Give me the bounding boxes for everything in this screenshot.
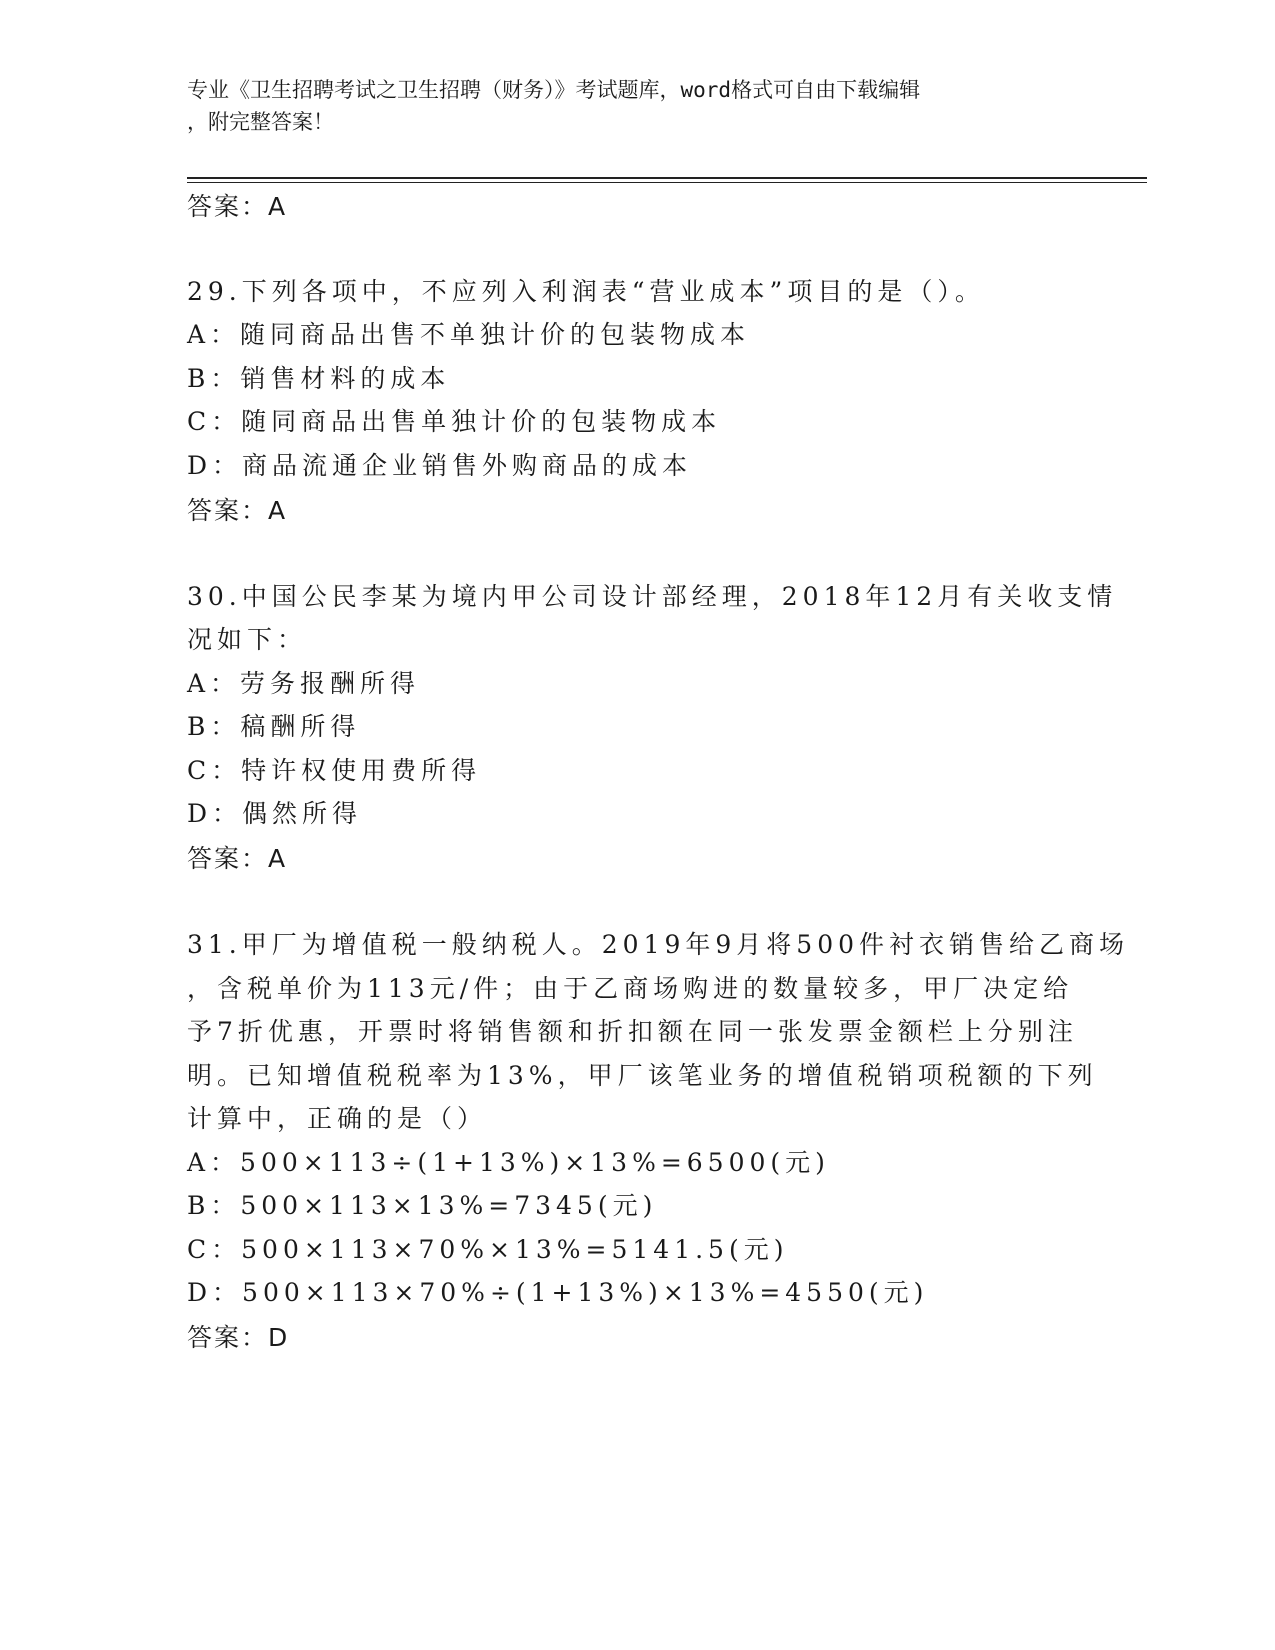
question-30-option-a: A：劳务报酬所得 — [187, 669, 421, 698]
previous-answer: 答案：A — [187, 192, 288, 221]
question-29-answer: 答案：A — [187, 496, 288, 525]
question-29-option-b: B：销售材料的成本 — [187, 364, 451, 393]
question-31-stem-line-2: ，含税单价为113元/件；由于乙商场购进的数量较多，甲厂决定给 — [187, 974, 1074, 1003]
question-29-option-c: C：随同商品出售单独计价的包装物成本 — [187, 407, 722, 436]
question-30-option-c: C：特许权使用费所得 — [187, 756, 482, 785]
header-divider-thick — [187, 177, 1147, 179]
question-30-option-d: D：偶然所得 — [187, 799, 363, 828]
question-31-stem-line-4: 明。已知增值税税率为13%，甲厂该笔业务的增值税销项税额的下列 — [187, 1061, 1098, 1090]
question-31-option-a: A：500×113÷(1+13%)×13%=6500(元) — [187, 1148, 830, 1177]
question-31-answer: 答案：D — [187, 1323, 290, 1352]
question-29-option-d: D：商品流通企业销售外购商品的成本 — [187, 451, 693, 480]
document-header-line-1: 专业《卫生招聘考试之卫生招聘（财务）》考试题库，word格式可自由下载编辑 — [187, 78, 921, 102]
question-30-stem-line-1: 30.中国公民李某为境内甲公司设计部经理，2018年12月有关收支情 — [187, 582, 1118, 611]
question-29-stem: 29.下列各项中，不应列入利润表“营业成本”项目的是（）。 — [187, 277, 985, 306]
question-31-stem-line-5: 计算中，正确的是（） — [187, 1104, 488, 1133]
question-30-answer: 答案：A — [187, 844, 288, 873]
question-30-option-b: B：稿酬所得 — [187, 712, 361, 741]
question-30-stem-line-2: 况如下： — [187, 625, 308, 654]
document-header-line-2: ，附完整答案！ — [187, 110, 334, 134]
question-31-option-c: C：500×113×70%×13%=5141.5(元) — [187, 1235, 789, 1264]
header-divider-thin — [187, 182, 1147, 183]
question-31-stem-line-3: 予7折优惠，开票时将销售额和折扣额在同一张发票金额栏上分别注 — [187, 1017, 1078, 1046]
question-31-stem-line-1: 31.甲厂为增值税一般纳税人。2019年9月将500件衬衣销售给乙商场 — [187, 930, 1130, 959]
question-31-option-b: B：500×113×13%=7345(元) — [187, 1191, 658, 1220]
question-31-option-d: D：500×113×70%÷(1+13%)×13%=4550(元) — [187, 1278, 929, 1307]
question-29-option-a: A：随同商品出售不单独计价的包装物成本 — [187, 320, 751, 349]
